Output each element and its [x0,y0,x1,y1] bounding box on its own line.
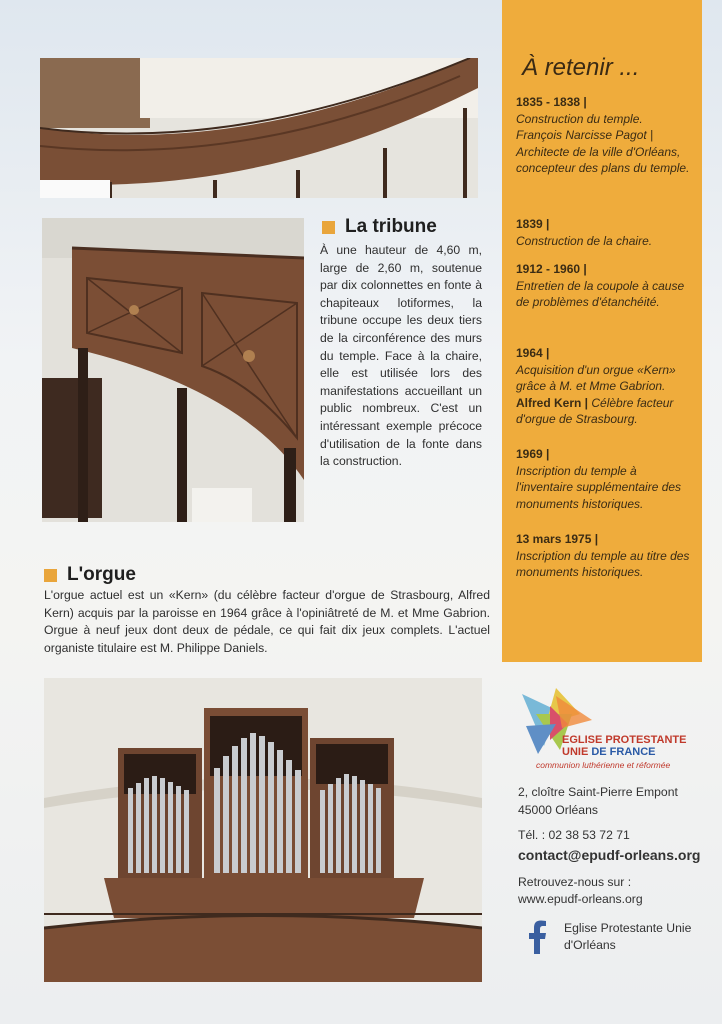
timeline-desc: Construction de la chaire. [516,233,653,248]
address-line1: 2, cloître Saint-Pierre Empont [518,785,678,799]
logo-text [562,734,686,758]
photo-organ [44,678,482,982]
website-link[interactable]: www.epudf-orleans.org [518,892,643,906]
timeline-desc: Entretien de la coupole à cause de problèmes d'étanchéité. [516,278,685,309]
timeline-item [516,261,692,311]
timeline-item [516,531,692,581]
timeline-date: 1839 | [516,217,550,231]
timeline-item [516,216,692,249]
timeline-item [516,94,692,177]
tribune-paragraph: À une hauteur de 4,60 m, large de 2,60 m, soutenue par dix colonnettes en fonte à chapiteaux lotiformes, la tribune occupe les deux tiers de la circonférence des murs du temple. Face à la chaire, elle est utilisée lors des manifestations accueillant un public nombreux. C'est un intéressant exemple précoce d'utilisation de la fonte dans la construction. [320,243,482,469]
logo-line1: EGLISE PROTESTANTE [562,734,687,746]
orgue-heading-label: L'orgue [67,564,136,585]
email-link[interactable]: contact@epudf-orleans.org [518,847,701,863]
find-us-label: Retrouvez-nous sur : [518,875,632,889]
facebook-icon[interactable] [526,920,548,954]
timeline-date: 13 mars 1975 | [516,532,599,546]
logo-line2b: DE FRANCE [591,746,656,758]
timeline-extra-desc: Célèbre facteur d'orgue de Strasbourg. [516,395,674,426]
orgue-heading [44,564,136,586]
timeline-item [516,345,692,428]
address-line2: 45000 Orléans [518,803,598,817]
timeline-date: 1835 - 1838 | [516,95,587,109]
retain-title: À retenir ... [522,54,640,81]
timeline-item [516,446,692,512]
timeline-extra-bold: Alfred Kern | [516,395,589,410]
timeline-desc: Inscription du temple au titre des monuments historiques. [516,548,690,579]
timeline-date: 1964 | [516,346,550,360]
timeline-date: 1969 | [516,447,550,461]
timeline-extra [516,395,692,428]
tribune-heading [322,216,437,238]
square-bullet-icon [44,569,57,582]
orgue-paragraph: L'orgue actuel est un «Kern» (du célèbre facteur d'orgue de Strasbourg, Alfred Kern) acquis par la paroisse en 1964 grâce à l'opiniâtreté de M. et Mme Gabrion. Orgue à neuf jeux dont deux de pédale, ce qui fait dix jeux complets. L'actuel organiste titulaire est M. Philippe Daniels. [44,588,490,655]
retain-panel [502,0,702,662]
timeline-date: 1912 - 1960 | [516,262,587,276]
timeline-desc: Inscription du temple à l'inventaire supplémentaire des monuments historiques. [516,463,682,511]
square-bullet-icon [322,221,335,234]
facebook-page-label[interactable]: Eglise Protestante Unie d'Orléans [564,921,692,952]
tribune-heading-label: La tribune [345,216,437,237]
logo-line2a: UNIE [562,746,589,758]
timeline-desc: Acquisition d'un orgue «Kern» grâce à M. et Mme Gabrion. [516,362,676,393]
contact-block [502,662,702,1002]
photo-tribune [42,218,304,522]
logo-subtitle: communion luthérienne et réformée [536,760,671,770]
phone: Tél. : 02 38 53 72 71 [518,828,630,842]
photo-gallery-top [40,58,478,198]
timeline-desc: Construction du temple. François Narcisse Pagot | Architecte de la ville d'Orléans, concepteur des plans du temple. [516,111,690,175]
